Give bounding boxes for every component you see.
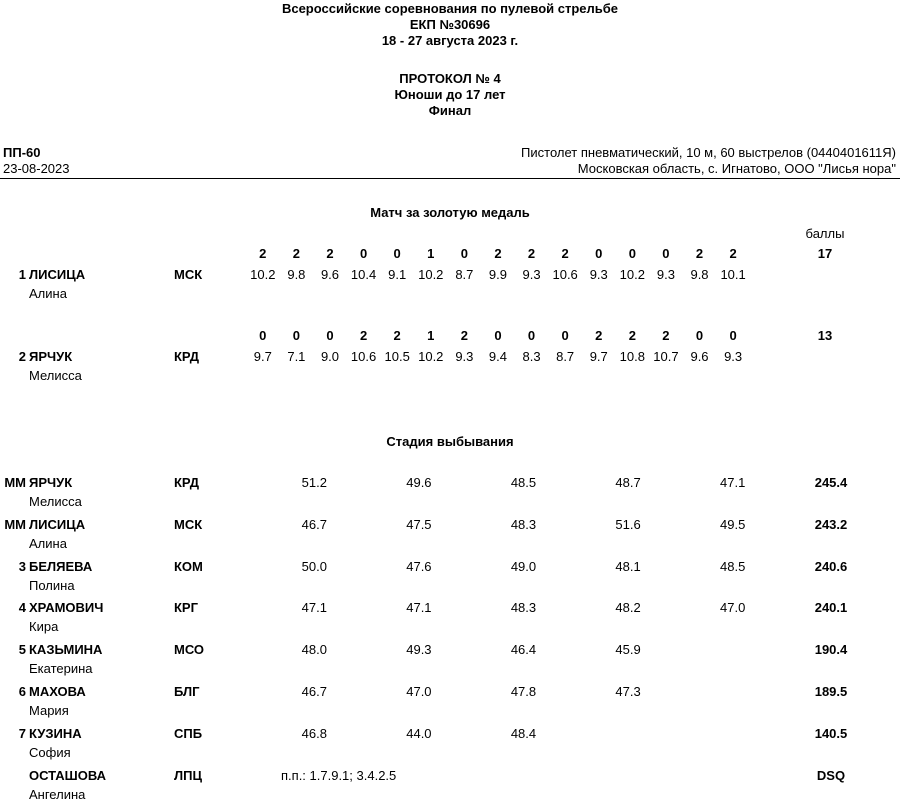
series-score: 46.7 [301, 516, 327, 532]
shot-score: 9.4 [488, 349, 507, 364]
shot-score: 9.8 [287, 267, 306, 282]
shot-score: 9.9 [488, 267, 507, 282]
athlete-region: СПБ [174, 725, 203, 741]
series-score: 48.1 [615, 558, 641, 574]
shot-score: 9.3 [455, 349, 474, 364]
series-point: 0 [393, 246, 401, 261]
shot-score: 10.5 [384, 349, 410, 364]
elimination-title: Стадия выбывания [386, 434, 514, 449]
shot-score: 9.3 [522, 267, 541, 282]
series-score: 47.0 [406, 684, 432, 699]
elimination-row [0, 475, 900, 515]
athlete-firstname: Алина [29, 286, 67, 301]
gold-match-row [0, 328, 900, 398]
shot-score: 9.6 [320, 267, 340, 282]
series-shots [246, 267, 750, 282]
total-score: 243.2 [814, 516, 848, 532]
elimination-row [0, 559, 900, 599]
series-score: 48.4 [510, 725, 537, 741]
elimination-row [0, 600, 900, 640]
shot-score: 9.1 [388, 267, 407, 282]
gold-match-title: Матч за золотую медаль [370, 205, 530, 220]
athlete-firstname: Полина [29, 577, 75, 593]
series-point: 0 [695, 328, 704, 343]
shot-score: 10.2 [250, 267, 276, 282]
series-point: 0 [662, 246, 670, 261]
shot-score: 10.1 [720, 267, 746, 282]
total-score: 190.4 [814, 642, 848, 658]
shot-score: 9.3 [656, 267, 675, 282]
series-point: 0 [460, 246, 468, 261]
athlete-firstname: Мелисса [29, 368, 82, 383]
shot-score: 9.3 [724, 349, 743, 364]
shot-score: 7.1 [287, 349, 306, 364]
series-point: 1 [427, 328, 435, 343]
athlete-place: 5 [18, 642, 26, 658]
meta-divider [0, 178, 900, 179]
elimination-row [0, 517, 900, 557]
competition-dates: 18 - 27 августа 2023 г. [381, 33, 519, 48]
event-code: ПП-60 [3, 145, 41, 160]
total-score: 245.4 [814, 475, 848, 490]
event-date: 23-08-2023 [3, 161, 70, 176]
athlete-region: МСК [174, 516, 203, 532]
series-point: 0 [292, 328, 300, 343]
series-scores [262, 684, 680, 699]
shot-score: 10.6 [552, 267, 578, 282]
stage-name: Финал [428, 103, 472, 118]
shot-score: 8.3 [522, 349, 541, 364]
series-score: 46.4 [510, 642, 537, 658]
total-score: DSQ [816, 767, 846, 783]
shot-score: 9.3 [589, 267, 608, 282]
series-score: 47.1 [301, 600, 327, 616]
athlete-region: МСК [174, 267, 203, 282]
athlete-place: 2 [18, 349, 26, 364]
match-points-total: 13 [817, 328, 833, 343]
series-score: 48.2 [615, 600, 641, 616]
athlete-region: КРД [174, 349, 200, 364]
elimination-row [0, 642, 900, 682]
series-score: 46.7 [301, 684, 327, 699]
series-point: 2 [662, 328, 670, 343]
athlete-region: КРД [174, 475, 200, 490]
shot-score: 9.0 [320, 349, 340, 364]
shot-score: 10.2 [418, 267, 444, 282]
series-score: 47.1 [406, 600, 432, 616]
athlete-surname: КАЗЬМИНА [29, 642, 103, 658]
series-score: 51.6 [615, 516, 641, 532]
series-point: 2 [628, 328, 636, 343]
series-score: 47.0 [720, 600, 746, 616]
elimination-row [0, 768, 900, 808]
series-point: 1 [427, 246, 435, 261]
series-points [246, 328, 750, 343]
series-point: 2 [259, 246, 267, 261]
athlete-region: БЛГ [174, 684, 200, 699]
event-discipline: Пистолет пневматический, 10 м, 60 выстрелов (0440401611Я) [521, 145, 896, 160]
athlete-firstname: Кира [29, 619, 59, 635]
series-point: 0 [729, 328, 737, 343]
shot-score: 10.2 [619, 267, 645, 282]
series-point: 2 [326, 246, 334, 261]
athlete-firstname: Мелисса [29, 494, 82, 509]
athlete-firstname: Ангелина [29, 786, 86, 802]
series-point: 2 [595, 328, 603, 343]
athlete-place: 1 [18, 267, 26, 282]
series-shots [246, 349, 750, 364]
series-point: 2 [393, 328, 401, 343]
elimination-row [0, 726, 900, 766]
series-point: 2 [695, 246, 704, 261]
athlete-place: ММ [4, 516, 26, 532]
athlete-surname: ЯРЧУК [29, 475, 73, 490]
series-score: 47.6 [406, 558, 432, 574]
shot-score: 8.7 [455, 267, 474, 282]
series-point: 2 [359, 328, 368, 343]
shot-score: 9.7 [589, 349, 608, 364]
total-score: 240.1 [814, 600, 848, 616]
series-point: 0 [527, 328, 536, 343]
series-score: 48.5 [720, 558, 746, 574]
series-score: 45.9 [615, 642, 641, 658]
shot-score: 10.7 [653, 349, 679, 364]
shot-score: 10.8 [619, 349, 645, 364]
athlete-surname: ЯРЧУК [29, 349, 73, 364]
series-score: 47.1 [720, 475, 746, 490]
athlete-place: 7 [18, 725, 26, 741]
series-score: 46.8 [301, 725, 327, 741]
total-score: 140.5 [814, 725, 848, 741]
series-point: 0 [259, 328, 267, 343]
athlete-surname: ОСТАШОВА [29, 767, 106, 783]
athlete-place: 3 [18, 558, 26, 574]
match-points-total: 17 [817, 246, 833, 261]
series-score: 48.3 [510, 516, 537, 532]
series-point: 2 [292, 246, 300, 261]
shot-score: 10.2 [418, 349, 444, 364]
athlete-firstname: Екатерина [29, 661, 93, 677]
series-score: 49.0 [510, 558, 537, 574]
shot-score: 10.4 [350, 267, 377, 282]
athlete-surname: КУЗИНА [29, 725, 82, 741]
series-point: 2 [494, 246, 502, 261]
series-scores [262, 559, 785, 574]
series-point: 0 [595, 246, 603, 261]
series-score: 47.8 [510, 684, 537, 699]
series-scores [262, 642, 680, 657]
series-point: 2 [460, 328, 468, 343]
points-label: баллы [805, 226, 845, 241]
series-score: 48.3 [510, 600, 537, 616]
shot-score: 9.7 [253, 349, 272, 364]
series-point: 2 [561, 246, 569, 261]
athlete-surname: ЛИСИЦА [29, 267, 86, 282]
series-score: 50.0 [301, 558, 327, 574]
competition-title: Всероссийские соревнования по пулевой стрельбе [281, 1, 619, 16]
series-score: 48.5 [510, 475, 537, 490]
penalty-note: п.п.: 1.7.9.1; 3.4.2.5 [281, 767, 397, 783]
shot-score: 9.6 [690, 349, 709, 364]
series-score: 51.2 [301, 475, 327, 490]
series-points [246, 246, 750, 261]
athlete-firstname: Мария [29, 703, 69, 718]
series-score: 49.6 [406, 475, 432, 490]
athlete-place: 6 [18, 684, 26, 699]
series-point: 0 [326, 328, 334, 343]
athlete-surname: БЕЛЯЕВА [29, 558, 93, 574]
series-score: 48.0 [301, 642, 327, 658]
shot-score: 8.7 [556, 349, 575, 364]
shot-score: 10.6 [350, 349, 377, 364]
series-point: 0 [359, 246, 368, 261]
series-point: 2 [527, 246, 536, 261]
athlete-firstname: София [29, 744, 71, 760]
age-group: Юноши до 17 лет [394, 87, 506, 102]
series-scores [262, 600, 785, 615]
athlete-place: 4 [18, 600, 26, 616]
shot-score: 9.8 [690, 267, 709, 282]
total-score: 189.5 [814, 684, 848, 699]
protocol-number: ПРОТОКОЛ № 4 [399, 71, 501, 86]
series-scores [262, 726, 576, 741]
series-scores [262, 517, 785, 532]
athlete-region: КОМ [174, 558, 203, 574]
series-point: 0 [561, 328, 569, 343]
series-score: 44.0 [406, 725, 432, 741]
series-point: 0 [628, 246, 636, 261]
athlete-surname: МАХОВА [29, 684, 86, 699]
elimination-row [0, 684, 900, 724]
athlete-region: МСО [174, 642, 205, 658]
athlete-firstname: Алина [29, 535, 67, 551]
event-meta [3, 145, 896, 177]
series-point: 2 [729, 246, 737, 261]
series-scores [262, 475, 785, 490]
document-header [0, 1, 900, 119]
series-score: 47.3 [615, 684, 641, 699]
athlete-place: ММ [4, 475, 26, 490]
series-score: 47.5 [406, 516, 432, 532]
total-score: 240.6 [814, 558, 848, 574]
athlete-region: ЛПЦ [174, 767, 202, 783]
series-score: 49.5 [720, 516, 746, 532]
ekp-number: ЕКП №30696 [409, 17, 491, 32]
athlete-region: КРГ [174, 600, 198, 616]
gold-match-row [0, 246, 900, 316]
athlete-surname: ЛИСИЦА [29, 516, 86, 532]
event-venue: Московская область, с. Игнатово, ООО "Лисья нора" [577, 161, 896, 176]
athlete-surname: ХРАМОВИЧ [29, 600, 104, 616]
series-score: 49.3 [406, 642, 432, 658]
series-score: 48.7 [615, 475, 641, 490]
series-point: 0 [494, 328, 502, 343]
